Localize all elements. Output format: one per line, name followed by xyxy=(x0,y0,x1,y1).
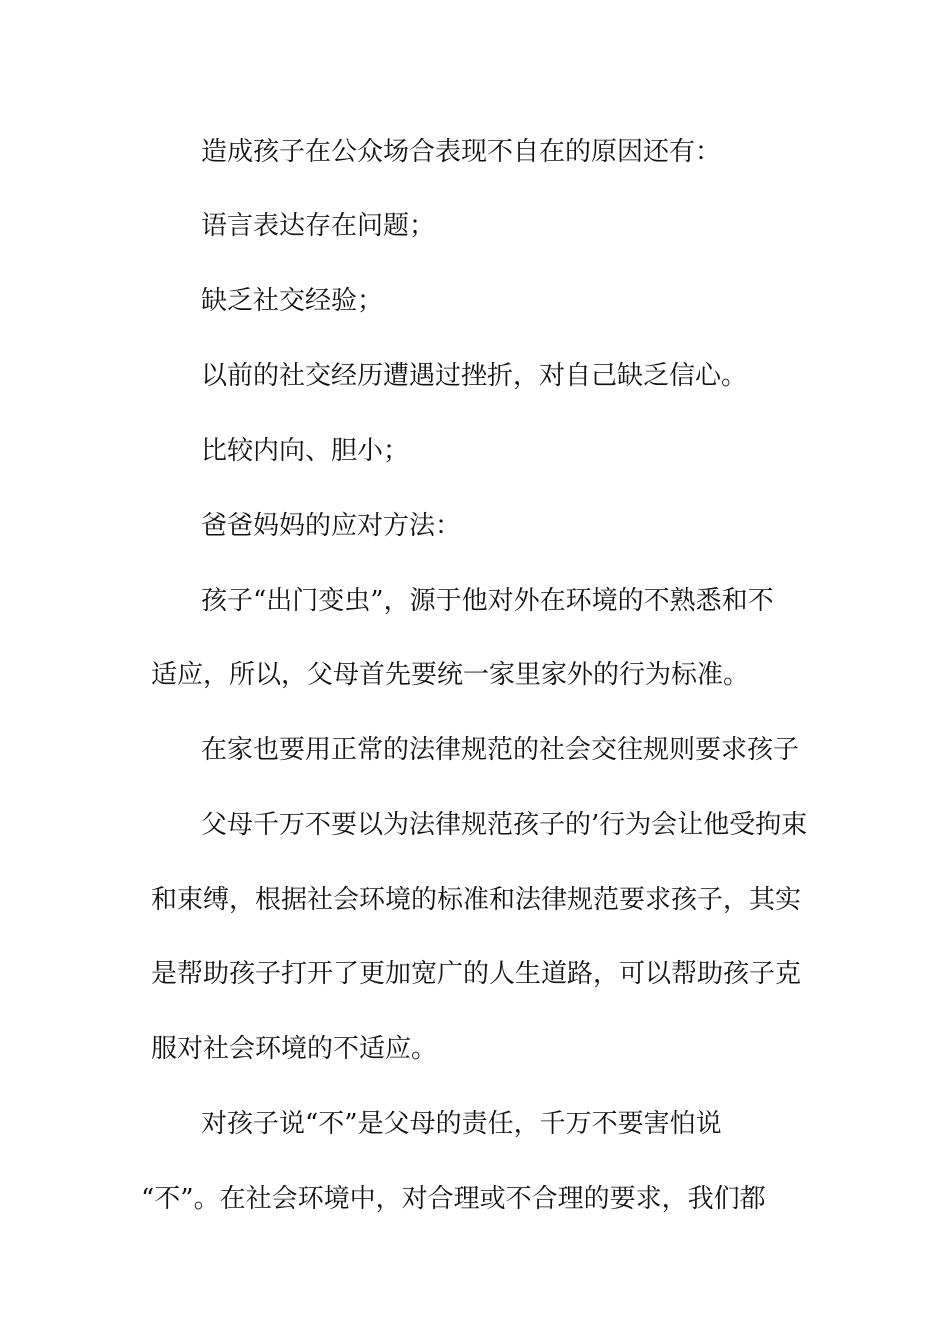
paragraph-line: 以前的社交经历遭遇过挫折，对自己缺乏信心。 xyxy=(201,361,748,391)
paragraph-line: 适应，所以，父母首先要统一家里家外的行为标准。 xyxy=(151,660,750,690)
paragraph-line: 孩子“出门变虫”，源于他对外在环境的不熟悉和不 xyxy=(201,586,774,616)
paragraph-line: 对孩子说“不”是父母的责任，千万不要害怕说 xyxy=(201,1109,722,1139)
paragraph-line: 父母千万不要以为法律规范孩子的’行为会让他受拘束 xyxy=(201,810,808,840)
paragraph-line: 爸爸妈妈的应对方法： xyxy=(201,511,462,541)
paragraph-line: 语言表达存在问题； xyxy=(201,211,436,241)
paragraph-line: “不”。在社会环境中，对合理或不合理的要求，我们都 xyxy=(141,1184,766,1214)
paragraph-line: 比较内向、胆小； xyxy=(201,436,410,466)
paragraph-line: 造成孩子在公众场合表现不自在的原因还有： xyxy=(201,137,722,167)
paragraph-line: 在家也要用正常的法律规范的社会交往规则要求孩子 xyxy=(201,735,800,765)
paragraph-line: 和束缚，根据社会环境的标准和法律规范要求孩子，其实 xyxy=(151,885,802,915)
paragraph-line: 缺乏社交经验； xyxy=(201,286,384,316)
paragraph-line: 是帮助孩子打开了更加宽广的人生道路，可以帮助孩子克 xyxy=(151,959,802,989)
paragraph-line: 服对社会环境的不适应。 xyxy=(151,1034,438,1064)
